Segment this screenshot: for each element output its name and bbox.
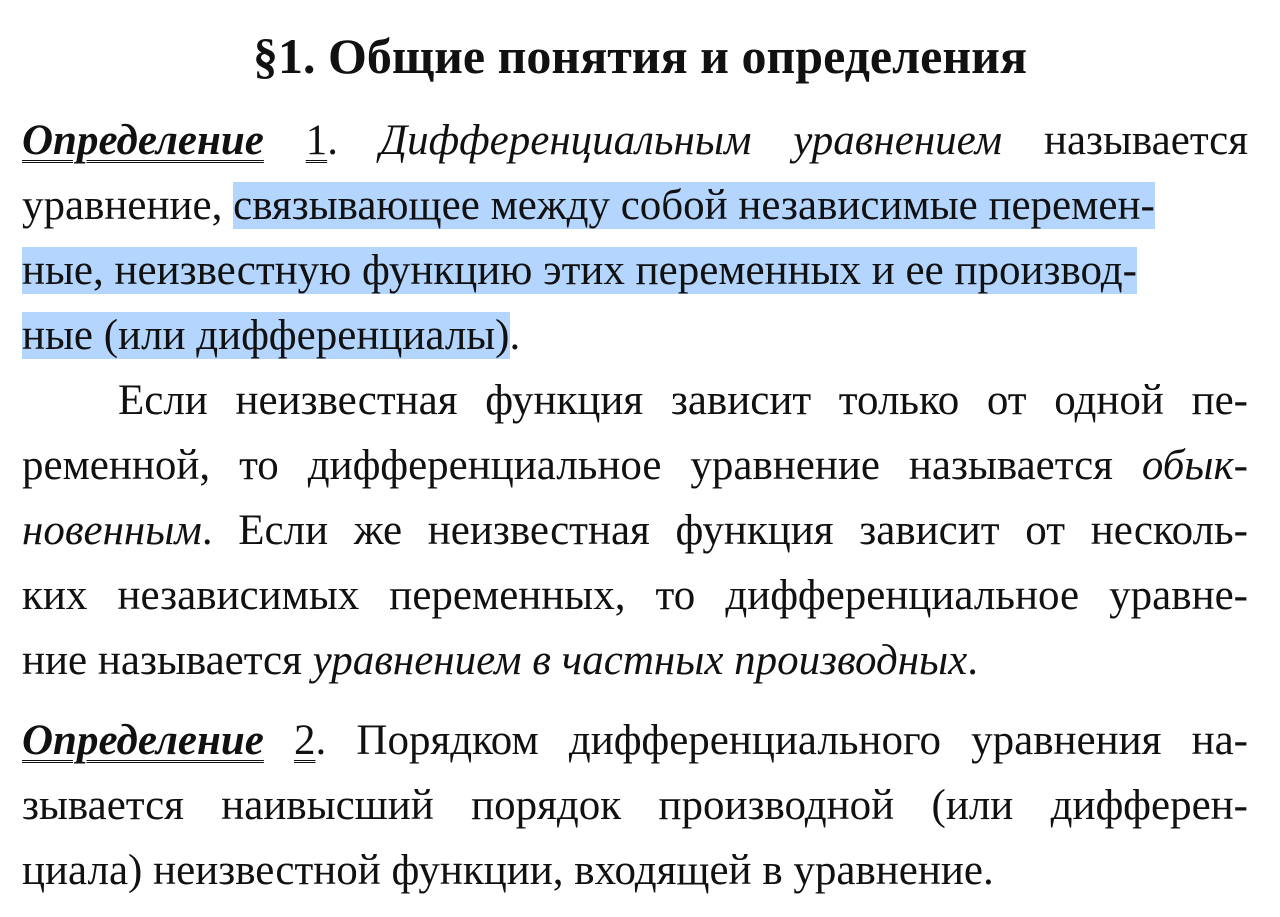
paragraph-line-3-italic: новенным	[22, 507, 202, 554]
definition-1-line-2-plain: уравнение,	[22, 182, 223, 229]
definition-2-line-3	[22, 840, 1248, 902]
paragraph-line-5-end: .	[967, 637, 979, 684]
paragraph-line-4-text: ких независимых переменных, то дифференциальное уравне-	[22, 572, 1248, 619]
selected-text-highlight-3[interactable]: ные (или дифференциалы)	[22, 312, 510, 359]
definition-2-line-1-rest: . Порядком дифференциального уравнения на-	[315, 717, 1248, 764]
definition-1-end: .	[509, 312, 521, 359]
definition-1-italic-a: Дифференциальным	[379, 117, 752, 164]
paragraph-line-1-text: Если неизвестная функция зависит только от одной пе-	[118, 377, 1248, 424]
definition-1-line-3	[22, 240, 1248, 302]
definition-1-line-1: Определение 1. Дифференциальным уравнением называется	[22, 117, 1249, 164]
selected-text-highlight-2[interactable]: ные, неизвестную функцию этих переменных и ее производ-	[22, 247, 1137, 294]
section-title: §1. Общие понятия и определения	[252, 28, 1028, 84]
definition-1-italic-b: уравнением	[793, 117, 1003, 164]
paragraph-line-2-italic: обык-	[1141, 442, 1248, 489]
selected-text-highlight-1[interactable]: связывающее между собой независимые перемен-	[233, 182, 1155, 229]
definition-2-number: 2	[294, 717, 316, 764]
definition-1-rest: называется	[1043, 117, 1249, 164]
definition-2-line-2	[22, 775, 1248, 837]
paragraph-line-1	[22, 370, 1248, 432]
paragraph-line-2-plain: ременной, то дифференциальное уравнение называется	[22, 442, 1113, 489]
paragraph-line-5-plain: ние называется	[22, 637, 302, 684]
definition-2-term: Определение	[22, 717, 264, 764]
paragraph-line-5-italic: уравнением в частных производных	[312, 637, 968, 684]
definition-1-line-2	[22, 175, 1248, 237]
definition-2-line-1	[22, 710, 1248, 772]
paragraph-line-3	[22, 500, 1248, 562]
paragraph-line-2	[22, 435, 1248, 497]
definition-1-line-4	[22, 305, 1248, 367]
paragraph-line-5	[22, 630, 1248, 692]
definition-2-line-3-text: циала) неизвестной функции, входящей в уравнение.	[22, 847, 994, 894]
paragraph-line-3-plain: . Если же неизвестная функция зависит от несколь-	[201, 507, 1248, 554]
definition-1-term: Определение	[22, 117, 264, 164]
paragraph-line-4	[22, 565, 1248, 627]
definition-2-line-2-text: зывается наивысший порядок производной (или дифферен-	[22, 782, 1248, 829]
definition-1-number: 1	[305, 117, 328, 164]
